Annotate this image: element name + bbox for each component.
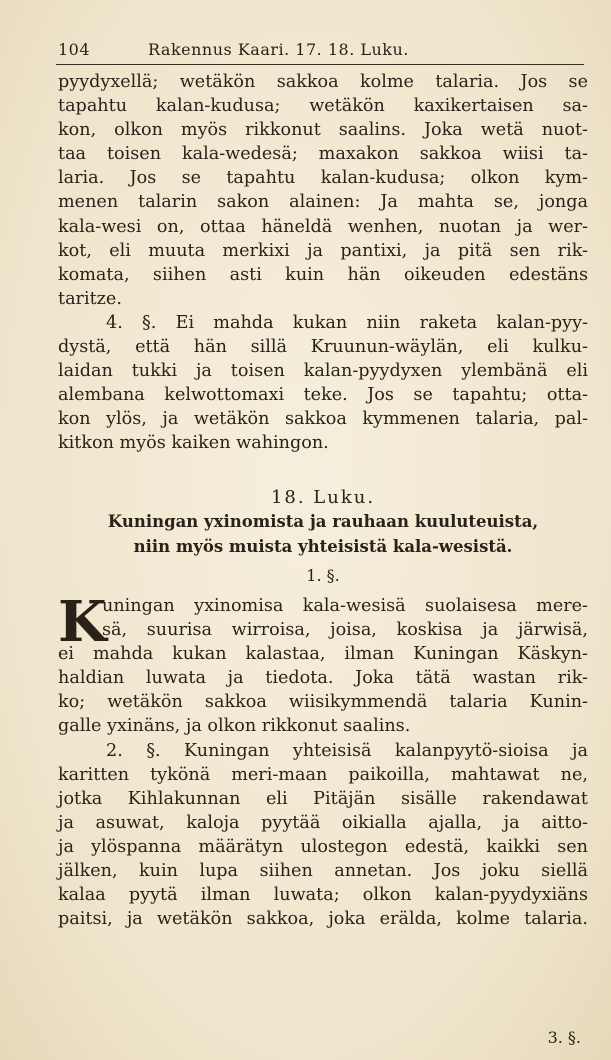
text-line: kot, eli muuta merkixi ja pantixi, ja pitä sen rik-	[58, 240, 588, 261]
text-line: karitten tykönä meri-maan paikoilla, mahtawat ne,	[58, 764, 588, 785]
text-line: laidan tukki ja toisen kalan-pyydyxen ylembänä eli	[58, 361, 588, 382]
text-line: ja ylöspanna määrätyn ulostegon edestä, kaikki sen	[58, 836, 588, 857]
section-17-continued	[58, 70, 588, 456]
text-line: galle yxinäns, ja olkon rikkonut saalins.	[58, 716, 411, 737]
section-18-text	[58, 589, 588, 931]
page-number: 104	[58, 40, 91, 59]
text-line: kalaa pyytä ilman luwata; olkon kalan-pyydyxiäns	[58, 885, 588, 906]
text-line: paitsi, ja wetäkön sakkoa, joka erälda, kolme talaria.	[58, 909, 588, 930]
text-line: menen talarin sakon alainen: Ja mahta se, jonga	[58, 192, 588, 213]
text-line: dystä, että hän sillä Kruunun-wäylän, eli kulku-	[58, 337, 588, 358]
running-title: Rakennus Kaari. 17. 18. Luku.	[148, 40, 409, 59]
text-line: ja asuwat, kaloja pyytää oikialla ajalla, ja aitto-	[58, 812, 588, 833]
text-line: alembana kelwottomaxi teke. Jos se tapahtu; otta-	[58, 385, 588, 406]
catchword: 3. §.	[547, 1028, 581, 1047]
text-line: ko; wetäkön sakkoa wiisikymmendä talaria Kunin-	[58, 692, 588, 713]
text-line: kitkon myös kaiken wahingon.	[58, 433, 329, 454]
chapter-title-line-2: niin myös muista yhteisistä kala-wesistä.	[133, 537, 513, 556]
text-line: jotka Kihlakunnan eli Pitäjän sisälle rakendawat	[58, 788, 588, 809]
text-line: jälken, kuin lupa siihen annetan. Jos joku siellä	[58, 861, 588, 882]
text-line: tapahtu kalan-kudusa; wetäkön kaxikertaisen sa-	[58, 96, 588, 117]
chapter-title-line-1: Kuningan yxinomista ja rauhaan kuuluteuista,	[107, 512, 539, 531]
text-line: taa toisen kala-wedesä; maxakon sakkoa wiisi ta-	[58, 144, 588, 165]
section-number: 1. §.	[306, 566, 340, 585]
text-line: kon ylös, ja wetäkön sakkoa kymmenen talaria, pal-	[58, 409, 588, 430]
text-line: laria. Jos se tapahtu kalan-kudusa; olkon kym-	[58, 168, 588, 189]
text-line: komata, siihen asti kuin hän oikeuden edestäns	[58, 264, 588, 285]
text-line: haldian luwata ja tiedota. Joka tätä wastan rik-	[58, 668, 588, 689]
text-line: sä, suurisa wirroisa, joisa, koskisa ja järwisä,	[102, 620, 588, 641]
text-line: 4. §. Ei mahda kukan niin raketa kalan-pyy-	[106, 312, 588, 333]
chapter-number: 18. Luku.	[270, 487, 376, 508]
header-rule	[56, 64, 584, 65]
text-line: uningan yxinomisa kala-wesisä suolaisesa mere-	[102, 596, 588, 616]
text-line: kala-wesi on, ottaa häneldä wenhen, nuotan ja wer-	[58, 216, 588, 237]
drop-cap: K	[58, 589, 107, 655]
text-line: taritze.	[58, 288, 122, 309]
text-line: 2. §. Kuningan yhteisisä kalanpyytö-sioisa ja	[106, 740, 588, 761]
text-line: ei mahda kukan kalastaa, ilman Kuningan Käskyn-	[58, 644, 588, 665]
text-line: pyydyxellä; wetäkön sakkoa kolme talaria. Jos se	[58, 72, 588, 92]
text-line: kon, olkon myös rikkonut saalins. Joka wetä nuot-	[58, 120, 588, 141]
